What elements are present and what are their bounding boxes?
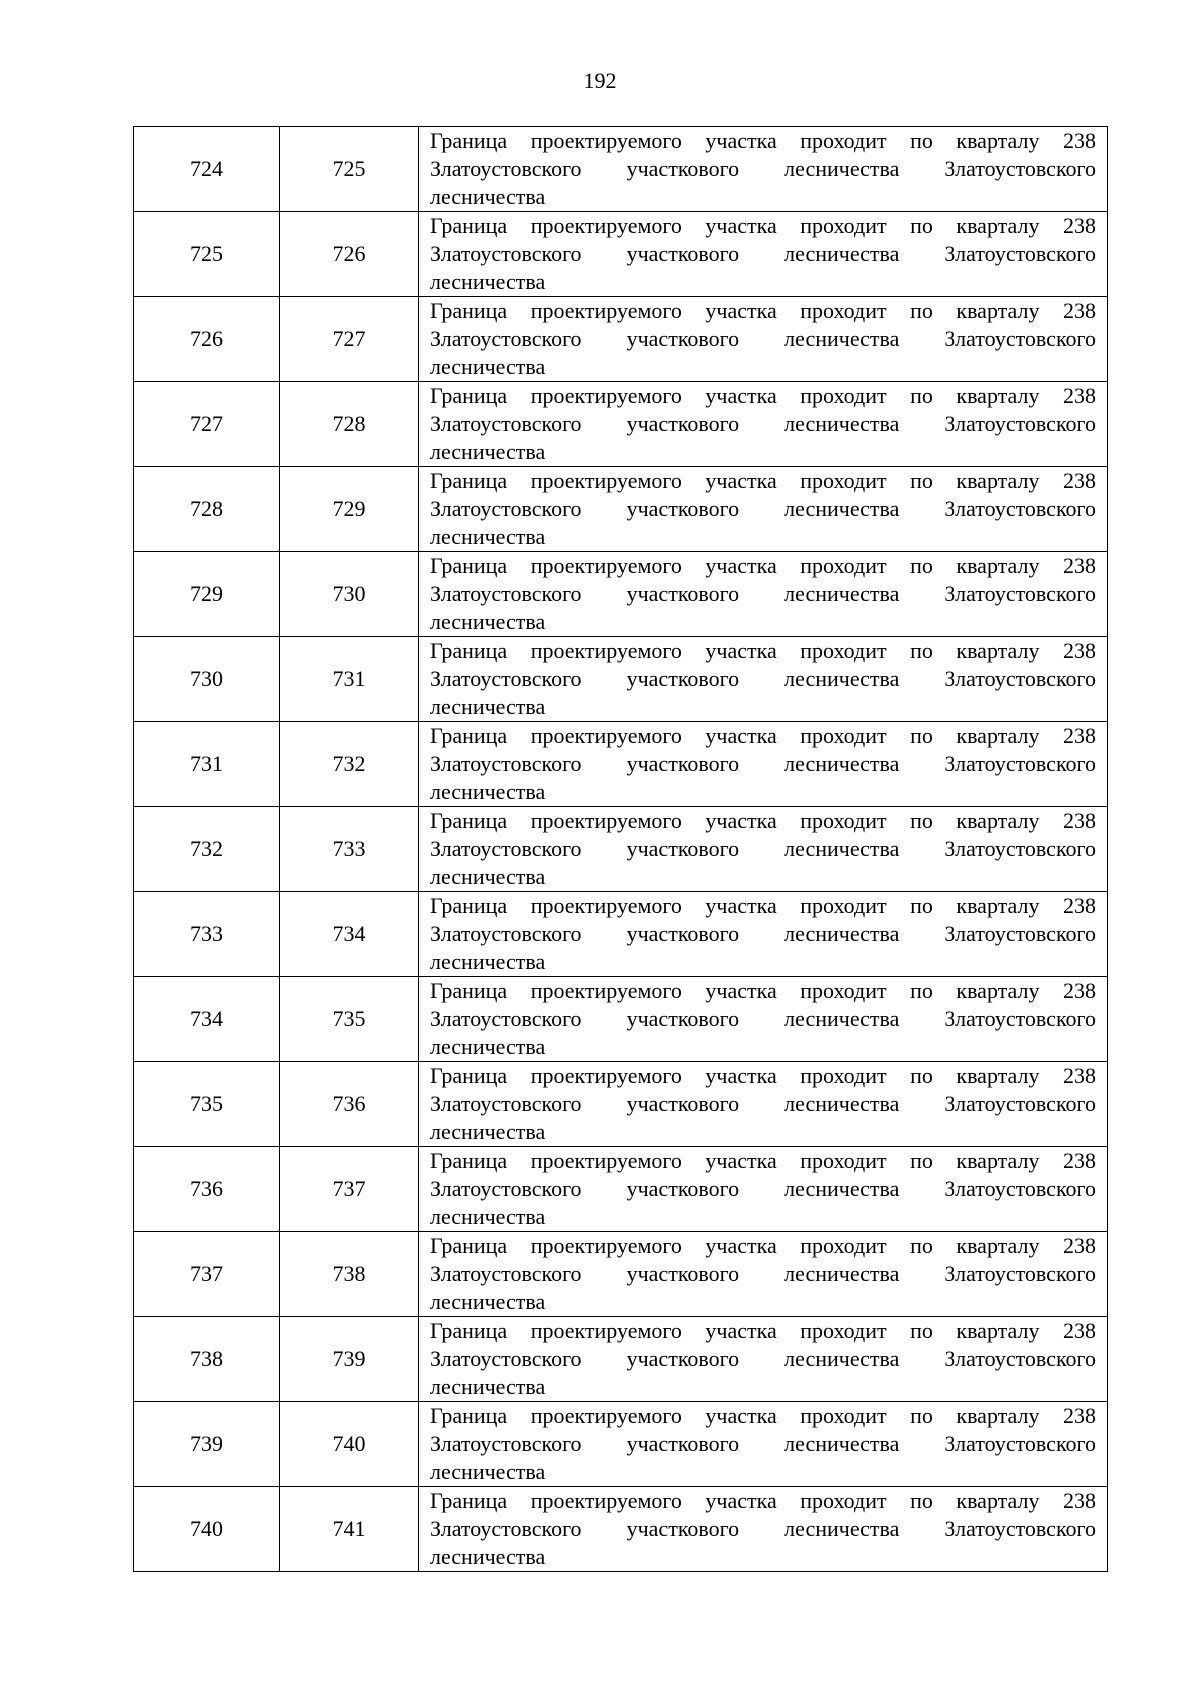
description-cell (419, 807, 1108, 892)
table-row (134, 382, 1108, 467)
point-to-cell: 730 (280, 552, 419, 637)
point-to-cell: 733 (280, 807, 419, 892)
point-to-cell: 728 (280, 382, 419, 467)
point-to-cell: 731 (280, 637, 419, 722)
table-row (134, 1147, 1108, 1232)
table-row (134, 1232, 1108, 1317)
description-cell (419, 892, 1108, 977)
point-from-cell: 730 (134, 637, 280, 722)
point-to-cell: 738 (280, 1232, 419, 1317)
point-from-cell: 726 (134, 297, 280, 382)
table-row (134, 1487, 1108, 1572)
description-cell (419, 722, 1108, 807)
description-text: Граница проектируемого участка проходит по кварталу 238 Златоустовского участкового лесничества Златоустовского лесничества (430, 723, 1096, 804)
description-text: Граница проектируемого участка проходит по кварталу 238 Златоустовского участкового лесничества Златоустовского лесничества (430, 1488, 1096, 1569)
point-to-cell: 725 (280, 127, 419, 212)
point-from-cell: 729 (134, 552, 280, 637)
table-row (134, 1402, 1108, 1487)
description-text: Граница проектируемого участка проходит по кварталу 238 Златоустовского участкового лесничества Златоустовского лесничества (430, 383, 1096, 464)
description-text: Граница проектируемого участка проходит по кварталу 238 Златоустовского участкового лесничества Златоустовского лесничества (430, 1318, 1096, 1399)
point-from-cell: 738 (134, 1317, 280, 1402)
table-row (134, 467, 1108, 552)
point-from-cell: 724 (134, 127, 280, 212)
description-cell (419, 127, 1108, 212)
description-text: Граница проектируемого участка проходит по кварталу 238 Златоустовского участкового лесничества Златоустовского лесничества (430, 468, 1096, 549)
description-text: Граница проектируемого участка проходит по кварталу 238 Златоустовского участкового лесничества Златоустовского лесничества (430, 978, 1096, 1059)
point-to-cell: 737 (280, 1147, 419, 1232)
point-from-cell: 735 (134, 1062, 280, 1147)
table-row (134, 977, 1108, 1062)
point-from-cell: 731 (134, 722, 280, 807)
description-text: Граница проектируемого участка проходит по кварталу 238 Златоустовского участкового лесничества Златоустовского лесничества (430, 893, 1096, 974)
point-to-cell: 741 (280, 1487, 419, 1572)
description-text: Граница проектируемого участка проходит по кварталу 238 Златоустовского участкового лесничества Златоустовского лесничества (430, 638, 1096, 719)
description-cell (419, 1147, 1108, 1232)
description-cell (419, 1062, 1108, 1147)
page-number: 192 (583, 68, 617, 93)
boundary-table (133, 126, 1108, 1572)
description-text: Граница проектируемого участка проходит по кварталу 238 Златоустовского участкового лесничества Златоустовского лесничества (430, 1148, 1096, 1229)
description-cell (419, 637, 1108, 722)
point-from-cell: 725 (134, 212, 280, 297)
table-row (134, 892, 1108, 977)
table-row (134, 1317, 1108, 1402)
point-from-cell: 740 (134, 1487, 280, 1572)
point-to-cell: 726 (280, 212, 419, 297)
description-text: Граница проектируемого участка проходит по кварталу 238 Златоустовского участкового лесничества Златоустовского лесничества (430, 213, 1096, 294)
point-to-cell: 736 (280, 1062, 419, 1147)
description-text: Граница проектируемого участка проходит по кварталу 238 Златоустовского участкового лесничества Златоустовского лесничества (430, 553, 1096, 634)
description-cell (419, 552, 1108, 637)
description-cell (419, 977, 1108, 1062)
description-text: Граница проектируемого участка проходит по кварталу 238 Златоустовского участкового лесничества Златоустовского лесничества (430, 1403, 1096, 1484)
point-to-cell: 729 (280, 467, 419, 552)
point-from-cell: 733 (134, 892, 280, 977)
point-to-cell: 739 (280, 1317, 419, 1402)
description-cell (419, 1232, 1108, 1317)
point-from-cell: 736 (134, 1147, 280, 1232)
table-row (134, 722, 1108, 807)
description-text: Граница проектируемого участка проходит по кварталу 238 Златоустовского участкового лесничества Златоустовского лесничества (430, 298, 1096, 379)
point-from-cell: 732 (134, 807, 280, 892)
point-to-cell: 727 (280, 297, 419, 382)
table-row (134, 637, 1108, 722)
point-to-cell: 734 (280, 892, 419, 977)
description-cell (419, 382, 1108, 467)
description-cell (419, 1487, 1108, 1572)
point-from-cell: 737 (134, 1232, 280, 1317)
point-from-cell: 739 (134, 1402, 280, 1487)
description-text: Граница проектируемого участка проходит по кварталу 238 Златоустовского участкового лесничества Златоустовского лесничества (430, 808, 1096, 889)
table-row (134, 127, 1108, 212)
table-row (134, 807, 1108, 892)
description-cell (419, 212, 1108, 297)
description-text: Граница проектируемого участка проходит по кварталу 238 Златоустовского участкового лесничества Златоустовского лесничества (430, 1233, 1096, 1314)
table-row (134, 212, 1108, 297)
point-to-cell: 735 (280, 977, 419, 1062)
description-cell (419, 1317, 1108, 1402)
table-row (134, 297, 1108, 382)
description-cell (419, 1402, 1108, 1487)
point-from-cell: 727 (134, 382, 280, 467)
point-from-cell: 734 (134, 977, 280, 1062)
description-text: Граница проектируемого участка проходит по кварталу 238 Златоустовского участкового лесничества Златоустовского лесничества (430, 128, 1096, 209)
table-row (134, 552, 1108, 637)
description-cell (419, 467, 1108, 552)
description-text: Граница проектируемого участка проходит по кварталу 238 Златоустовского участкового лесничества Златоустовского лесничества (430, 1063, 1096, 1144)
point-to-cell: 732 (280, 722, 419, 807)
point-to-cell: 740 (280, 1402, 419, 1487)
description-cell (419, 297, 1108, 382)
point-from-cell: 728 (134, 467, 280, 552)
table-row (134, 1062, 1108, 1147)
